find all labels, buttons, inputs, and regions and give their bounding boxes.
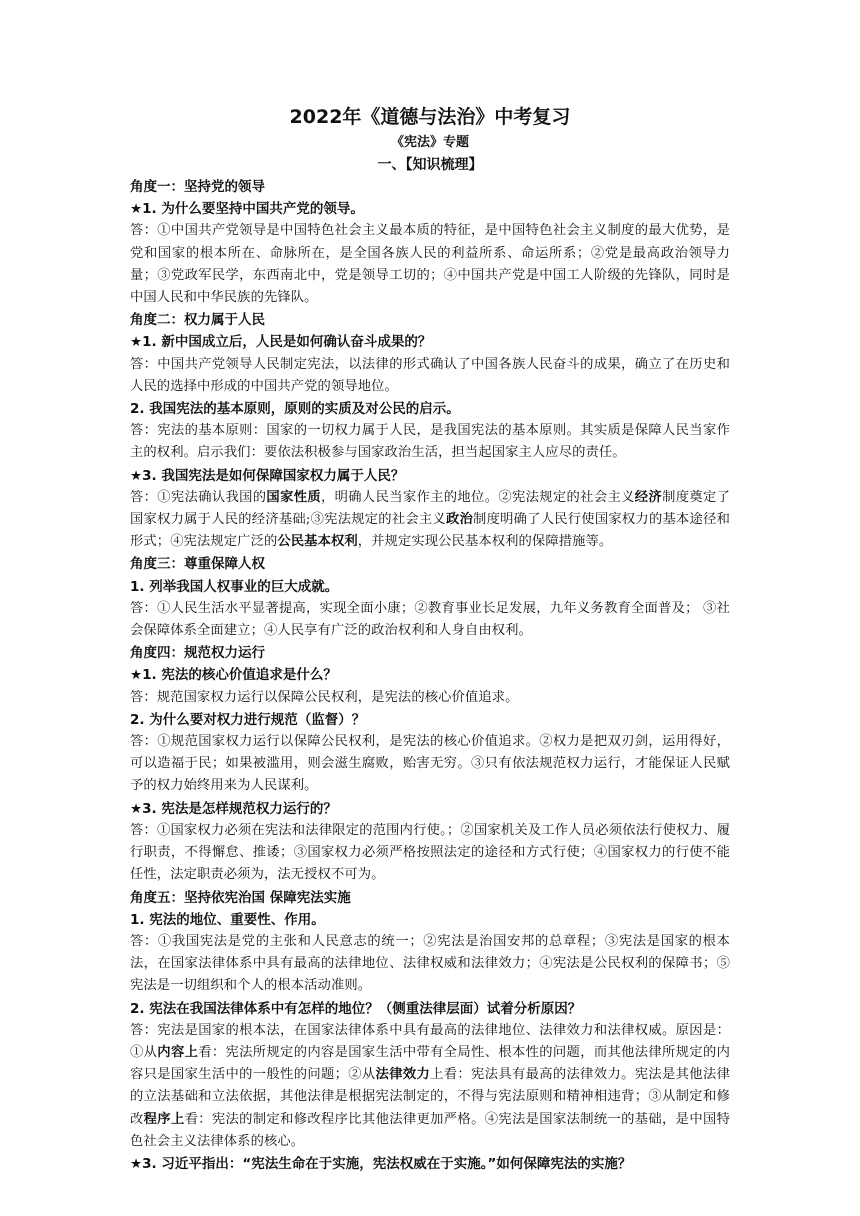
section-heading: 一、【知识梳理】 <box>377 157 483 173</box>
angle-heading-5: 角度五：坚持依宪治国 保障宪法实施 <box>130 889 351 906</box>
answer-text: 看：宪法所规定的内容是国家生活中带有全局性、根本性的问题，而其他法律所规定的内容只是国家生活中的一般性的问题；②从 <box>130 1044 731 1083</box>
answer-keyword: 国家性质 <box>266 489 321 505</box>
angle-heading-2: 角度二：权力属于人民 <box>130 312 265 329</box>
answer-keyword: 经济 <box>634 489 663 505</box>
answer-text: ，并规定实现公民基本权利的保障措施等。 <box>357 534 613 550</box>
document-page <box>130 100 730 1175</box>
answer-text: 答：①宪法确认我国的 <box>130 489 267 505</box>
answer: 答：规范国家权力运行以保障公民权利，是宪法的核心价值追求。 <box>130 689 519 705</box>
question: ★3. 我国宪法是如何保障国家权力属于人民？ <box>130 467 405 484</box>
question: ★1. 宪法的核心价值追求是什么？ <box>130 667 337 684</box>
question: 2. 我国宪法的基本原则，原则的实质及对公民的启示。 <box>130 401 460 418</box>
question: 1. 列举我国人权事业的巨大成就。 <box>130 578 339 595</box>
answer-text: 制度明确了人民行使国家权力的基本途径和形式；④宪法规定广泛的 <box>130 512 731 550</box>
question: ★1. 新中国成立后，人民是如何确认奋斗成果的？ <box>130 334 432 351</box>
answer: 答：①中国共产党领导是中国特色社会主义最本质的特征，是中国特色社会主义制度的最大优势，是党和国家的根本所在、命脉所在，是全国各族人民的利益所系、命运所系；②党是最高政治领导力量；③党政军民学，东西南北中，党是领导工切的；④中国共产党是中国工人阶级的先锋队，同时是中国人民和中华民族的先锋队。 <box>130 223 730 306</box>
answer-keyword: 程序上 <box>143 1111 185 1127</box>
question: 2. 宪法在我国法律体系中有怎样的地位？（侧重法律层面）试着分析原因？ <box>130 1000 582 1017</box>
angle-heading-1: 角度一：坚持党的领导 <box>130 179 265 195</box>
answer <box>130 1020 730 1153</box>
answer-text: ，明确人民当家作主的地位。②宪法规定的社会主义 <box>321 489 635 505</box>
document-subtitle: 《宪法》专题 <box>390 135 469 150</box>
answer: 答：①规范国家权力运行以保障公民权利，是宪法的核心价值追求。②权力是把双刃剑，运用得好，可以造福于民；如果被滥用，则会滋生腐败，贻害无穷。③只有依法规范权力运行，才能保证人民赋予的权力始终用来为人民谋利。 <box>130 734 730 794</box>
answer-text: 制度奠定了国家权力属于人民的经济基础;③宪法规定的社会主义 <box>130 489 731 528</box>
answer: 答：①人民生活水平显著提高，实现全面小康；②教育事业长足发展，九年义务教育全面普及； ③社会保障体系全面建立；④人民享有广泛的政治权利和人身自由权利。 <box>130 600 730 639</box>
answer-text: 答：宪法是国家的根本法，在国家法律体系中具有最高的法律地位、法律效力和法律权威。原因是：①从 <box>130 1022 730 1060</box>
answer: 答：①国家权力必须在宪法和法律限定的范围内行使。；②国家机关及工作人员必须依法行使权力、履行职责，不得懈怠、推诿；③国家权力必须严格按照法定的途径和方式行使；④国家权力的行使不能任性，法定职责必须为，法无授权不可为。 <box>130 822 730 883</box>
question: ★3. 习近平指出：“宪法生命在于实施，宪法权威在于实施。”如何保障宪法的实施？ <box>130 1155 632 1172</box>
answer <box>130 487 730 554</box>
answer: 答：中国共产党领导人民制定宪法，以法律的形式确认了中国各族人民奋斗的成果，确立了在历史和人民的选择中形成的中国共产党的领导地位。 <box>130 356 730 394</box>
angle-heading-4: 角度四：规范权力运行 <box>130 645 265 662</box>
question: ★3. 宪法是怎样规范权力运行的？ <box>130 800 337 817</box>
question: 1. 宪法的地位、重要性、作用。 <box>130 911 325 928</box>
answer: 答：宪法的基本原则：国家的一切权力属于人民，是我国宪法的基本原则。其实质是保障人民当家作主的权利。启示我们：要依法积极参与国家政治生活，担当起国家主人应尽的责任。 <box>130 423 730 461</box>
answer-text: 看：宪法的制定和修改程序比其他法律更加严格。④宪法是国家法制统一的基础，是中国特色社会主义法律体系的核心。 <box>130 1111 731 1149</box>
answer-keyword: 内容上 <box>157 1044 199 1060</box>
answer-keyword: 法律效力 <box>375 1067 431 1083</box>
answer: 答：①我国宪法是党的主张和人民意志的统一；②宪法是治国安邦的总章程；③宪法是国家的根本法，在国家法律体系中具有最高的法律地位、法律权威和法律效力；④宪法是公民权利的保障书；⑤宪法是一切组织和个人的根本活动准则。 <box>130 933 730 994</box>
question: 2. 为什么要对权力进行规范（监督）？ <box>130 711 366 728</box>
angle-heading-3: 角度三：尊重保障人权 <box>130 556 265 573</box>
answer-keyword: 政治 <box>445 512 474 528</box>
answer-keyword: 公民基本权利 <box>277 534 358 550</box>
document-title: 2022年《道德与法治》中考复习 <box>289 106 571 128</box>
answer-text: 上看：宪法具有最高的法律效力。宪法是其他法律的立法基础和立法依据，其他法律是根据宪法制定的，不得与宪法原则和精神相违背；③从制定和修改 <box>130 1067 730 1127</box>
question: ★1. 为什么要坚持中国共产党的领导。 <box>130 201 364 218</box>
